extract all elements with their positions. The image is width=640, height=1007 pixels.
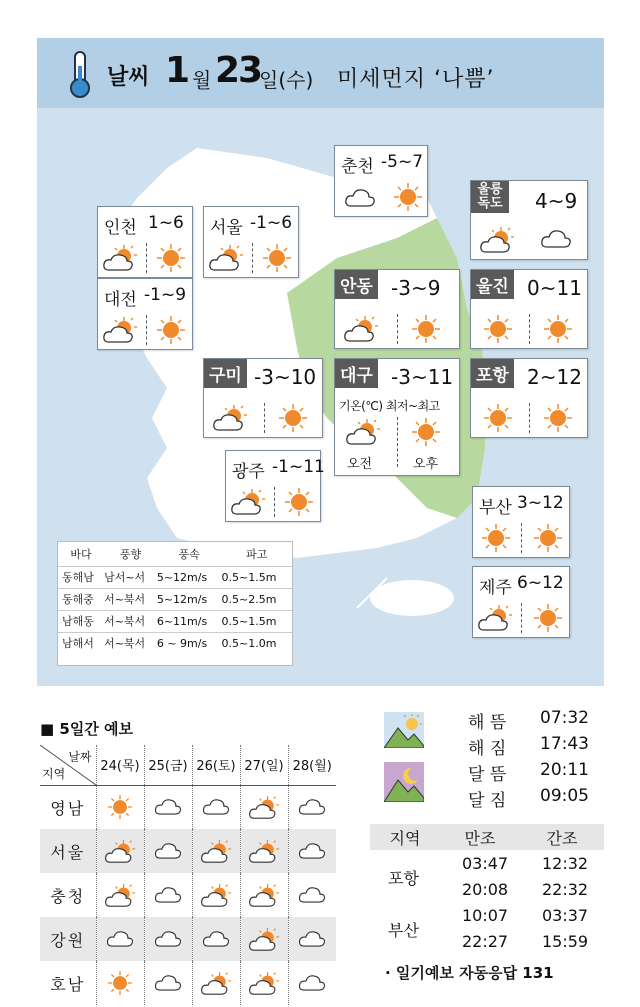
cloud-icon (297, 840, 327, 862)
partly-cloudy-icon (104, 882, 136, 909)
forecast-header-row (40, 745, 336, 785)
sun-icon (483, 403, 513, 433)
city-temp: -3~10 (254, 365, 317, 389)
city-temp: 2~12 (527, 365, 582, 389)
forecast-region: 강원 (40, 917, 96, 961)
divider (397, 314, 398, 344)
divider (397, 417, 398, 467)
forecast-cell (96, 917, 144, 961)
cloud-icon (297, 884, 327, 906)
forecast-day: 25(금) (144, 745, 192, 785)
sunset-time: 17:43 (540, 734, 589, 754)
forecast-cell (240, 917, 288, 961)
sun-icon (262, 243, 292, 273)
forecast-cell (288, 917, 336, 961)
thermometer-icon (67, 50, 93, 98)
tide-high: 22:27 (462, 932, 509, 951)
partly-cloudy-icon (248, 882, 280, 909)
sea-header: 풍속 (178, 547, 200, 561)
city-card-daejeon (97, 278, 193, 350)
city-card-pohang (470, 358, 588, 438)
forecast-cell (288, 829, 336, 873)
divider (264, 403, 265, 433)
pm-label: 오후 (413, 457, 439, 472)
sun-icon (107, 794, 133, 820)
forecast-region: 충청 (40, 873, 96, 917)
city-card-daegu (334, 358, 460, 476)
partly-cloudy-icon (200, 970, 232, 997)
table-row (58, 632, 292, 654)
city-name: 구미 (204, 359, 247, 388)
divider (521, 603, 522, 633)
tide-row (370, 852, 604, 904)
forecast-cell (144, 873, 192, 917)
sun-icon (278, 403, 308, 433)
divider (529, 314, 530, 344)
forecast-cell (288, 961, 336, 1005)
sun-icon (533, 603, 563, 633)
sun-icon (107, 970, 133, 996)
date-day-unit: 일(수) (259, 68, 314, 92)
sun-icon (284, 487, 314, 517)
partly-cloudy-icon (102, 315, 138, 345)
forecast-cell (96, 785, 144, 829)
sun-icon (483, 314, 513, 344)
cloud-icon (153, 796, 183, 818)
forecast-day: 28(월) (288, 745, 336, 785)
cloud-icon (153, 884, 183, 906)
city-card-seoul (203, 206, 299, 278)
cloud-icon (153, 928, 183, 950)
city-name: 춘천 (341, 157, 374, 177)
sea-header: 풍향 (119, 547, 142, 561)
partly-cloudy-icon (200, 838, 232, 865)
sea-cell: 남서~서 (104, 566, 157, 588)
city-name: 인천 (104, 218, 137, 238)
date-month: 1 (165, 50, 190, 91)
sun-icon (411, 417, 441, 447)
forecast-day: 26(토) (192, 745, 240, 785)
forecast-cell (96, 873, 144, 917)
forecast-region: 서울 (40, 829, 96, 873)
forecast-cell (96, 829, 144, 873)
city-card-andong (334, 269, 460, 349)
tide-high: 20:08 (462, 880, 509, 899)
sea-cell: 0.5~2.5m (221, 588, 292, 610)
divider (146, 243, 147, 273)
partly-cloudy-icon (212, 403, 248, 433)
forecast-cell (144, 961, 192, 1005)
cloud-icon (343, 186, 377, 210)
forecast-cell (240, 873, 288, 917)
forecast-cell (192, 917, 240, 961)
partly-cloudy-icon (102, 243, 138, 273)
fine-dust-status: 미세먼지 ‘나쁨’ (337, 67, 495, 92)
city-name: 울진 (471, 270, 514, 299)
forecast-region: 호남 (40, 961, 96, 1005)
forecast-table (40, 745, 336, 1005)
partly-cloudy-icon (104, 838, 136, 865)
city-temp: 4~9 (535, 189, 578, 213)
sea-cell: 0.5~1.0m (221, 632, 292, 654)
partly-cloudy-icon (343, 314, 379, 344)
cloud-icon (153, 840, 183, 862)
tide-header-low: 간조 (546, 828, 578, 848)
city-temp: 0~11 (527, 276, 582, 300)
sea-header: 바다 (70, 547, 92, 561)
city-name: 대전 (104, 290, 137, 310)
city-card-gwangju (225, 450, 325, 522)
city-temp: 1~6 (148, 213, 184, 233)
city-card-chuncheon (334, 145, 428, 217)
city-temp: 3~12 (517, 493, 564, 513)
sea-cell: 서~북서 (104, 610, 157, 632)
forecast-cell (288, 873, 336, 917)
city-card-jeju (472, 566, 570, 638)
partly-cloudy-icon (208, 243, 244, 273)
city-card-incheon (97, 206, 193, 278)
city-temp: 6~12 (517, 573, 564, 593)
table-row (58, 566, 292, 588)
forecast-cell (240, 829, 288, 873)
partly-cloudy-icon (230, 487, 266, 517)
tide-low: 03:37 (542, 906, 589, 925)
forecast-hotline: · 일기예보 자동응답 131 (385, 964, 554, 982)
sea-cell: 서~북서 (104, 588, 157, 610)
cloud-icon (539, 227, 573, 251)
city-name: 안동 (335, 270, 378, 299)
partly-cloudy-icon (248, 794, 280, 821)
am-label: 오전 (347, 457, 373, 472)
sun-icon (393, 182, 423, 212)
sea-cell: 동해중 (58, 588, 104, 610)
tide-high: 10:07 (462, 906, 509, 925)
forecast-cell (144, 829, 192, 873)
cloud-icon (153, 972, 183, 994)
city-temp: -3~11 (391, 365, 454, 389)
tide-header-region: 지역 (389, 828, 421, 848)
city-temp: -1~9 (144, 285, 187, 305)
city-card-gumi (203, 358, 323, 438)
city-temp: -5~7 (381, 152, 424, 172)
sea-cell: 5~12m/s (157, 588, 222, 610)
forecast-day: 24(목) (96, 745, 144, 785)
divider (146, 315, 147, 345)
sun-icon (481, 523, 511, 553)
partly-cloudy-icon (248, 970, 280, 997)
sea-header: 파고 (246, 547, 268, 561)
table-row (58, 588, 292, 610)
divider (521, 523, 522, 553)
sunset-label: 해 짐 (468, 739, 507, 759)
forecast-cell (192, 873, 240, 917)
city-card-busan (472, 486, 570, 558)
moonrise-label: 달 뜸 (468, 765, 507, 785)
sea-cell: 남해동 (58, 610, 104, 632)
city-name: 대구 (335, 359, 378, 388)
forecast-row (40, 785, 336, 829)
partly-cloudy-icon (477, 603, 513, 633)
sea-cell: 6 ~ 9m/s (157, 632, 222, 654)
partly-cloudy-icon (200, 882, 232, 909)
sun-icon (156, 243, 186, 273)
forecast-row (40, 961, 336, 1005)
tide-high: 03:47 (462, 854, 509, 873)
tide-low: 12:32 (542, 854, 589, 873)
forecast-cell (192, 961, 240, 1005)
moonrise-time: 20:11 (540, 760, 589, 780)
tide-header (370, 824, 604, 850)
sea-cell: 5~12m/s (157, 566, 222, 588)
sun-icon (533, 523, 563, 553)
sunrise-time: 07:32 (540, 708, 589, 728)
sea-cell: 남해서 (58, 632, 104, 654)
city-name: 부산 (479, 498, 512, 518)
cloud-icon (297, 972, 327, 994)
partly-cloudy-icon (345, 417, 381, 447)
city-card-ulleung (470, 180, 588, 260)
city-card-uljin (470, 269, 588, 349)
city-name: 제주 (479, 578, 512, 598)
weather-label: 날씨 (107, 65, 150, 90)
sun-icon (543, 314, 573, 344)
city-name: 울릉 독도 (471, 181, 509, 213)
forecast-cell (240, 961, 288, 1005)
cloud-icon (297, 928, 327, 950)
forecast-cell (192, 829, 240, 873)
city-name: 서울 (210, 218, 243, 238)
divider (252, 243, 253, 273)
sea-cell: 동해남 (58, 566, 104, 588)
tide-region: 부산 (388, 921, 419, 940)
city-temp: -3~9 (391, 276, 441, 300)
sunrise-label: 해 뜸 (468, 713, 507, 733)
forecast-corner (40, 745, 96, 785)
corner-date-label: 날짜 (68, 750, 92, 764)
cloud-icon (201, 928, 231, 950)
moonset-time: 09:05 (540, 786, 589, 806)
sun-icon (543, 403, 573, 433)
sea-cell: 0.5~1.5m (221, 610, 292, 632)
date-month-unit: 월 (192, 68, 212, 92)
forecast-cell (288, 785, 336, 829)
forecast-title: ■ 5일간 예보 (40, 720, 134, 738)
tide-table (370, 824, 604, 956)
city-name: 포항 (471, 359, 514, 388)
cloud-icon (297, 796, 327, 818)
sun-icon (156, 315, 186, 345)
tide-header-high: 만조 (464, 828, 496, 848)
tide-row (370, 904, 604, 956)
sea-cell: 서~북서 (104, 632, 157, 654)
moonset-label: 달 짐 (468, 791, 507, 811)
sea-cell: 6~11m/s (157, 610, 222, 632)
sun-icon (411, 314, 441, 344)
tide-low: 22:32 (542, 880, 589, 899)
forecast-cell (144, 785, 192, 829)
city-temp: -1~11 (272, 457, 325, 477)
weather-map (37, 38, 604, 686)
tide-region: 포항 (388, 869, 419, 888)
partly-cloudy-icon (479, 225, 515, 255)
forecast-day: 27(일) (240, 745, 288, 785)
table-row (58, 610, 292, 632)
tide-low: 15:59 (542, 932, 589, 951)
forecast-cell (240, 785, 288, 829)
forecast-row (40, 873, 336, 917)
cloud-icon (105, 928, 135, 950)
forecast-cell (192, 785, 240, 829)
forecast-cell (144, 917, 192, 961)
city-temp: -1~6 (250, 213, 293, 233)
header-bar (37, 38, 604, 108)
sunrise-icon (384, 712, 424, 748)
sea-cell: 0.5~1.5m (221, 566, 292, 588)
partly-cloudy-icon (248, 838, 280, 865)
divider (529, 403, 530, 433)
divider (274, 487, 275, 517)
cloud-icon (201, 796, 231, 818)
date-day: 23 (215, 50, 262, 91)
moonrise-icon (384, 762, 424, 802)
city-name: 광주 (232, 462, 265, 482)
sea-conditions-table (57, 541, 293, 666)
daegu-legend: 기온(℃) 최저~최고 (339, 399, 440, 413)
forecast-cell (96, 961, 144, 1005)
forecast-region: 영남 (40, 785, 96, 829)
forecast-row (40, 917, 336, 961)
corner-region-label: 지역 (42, 766, 66, 781)
forecast-row (40, 829, 336, 873)
partly-cloudy-icon (248, 926, 280, 953)
